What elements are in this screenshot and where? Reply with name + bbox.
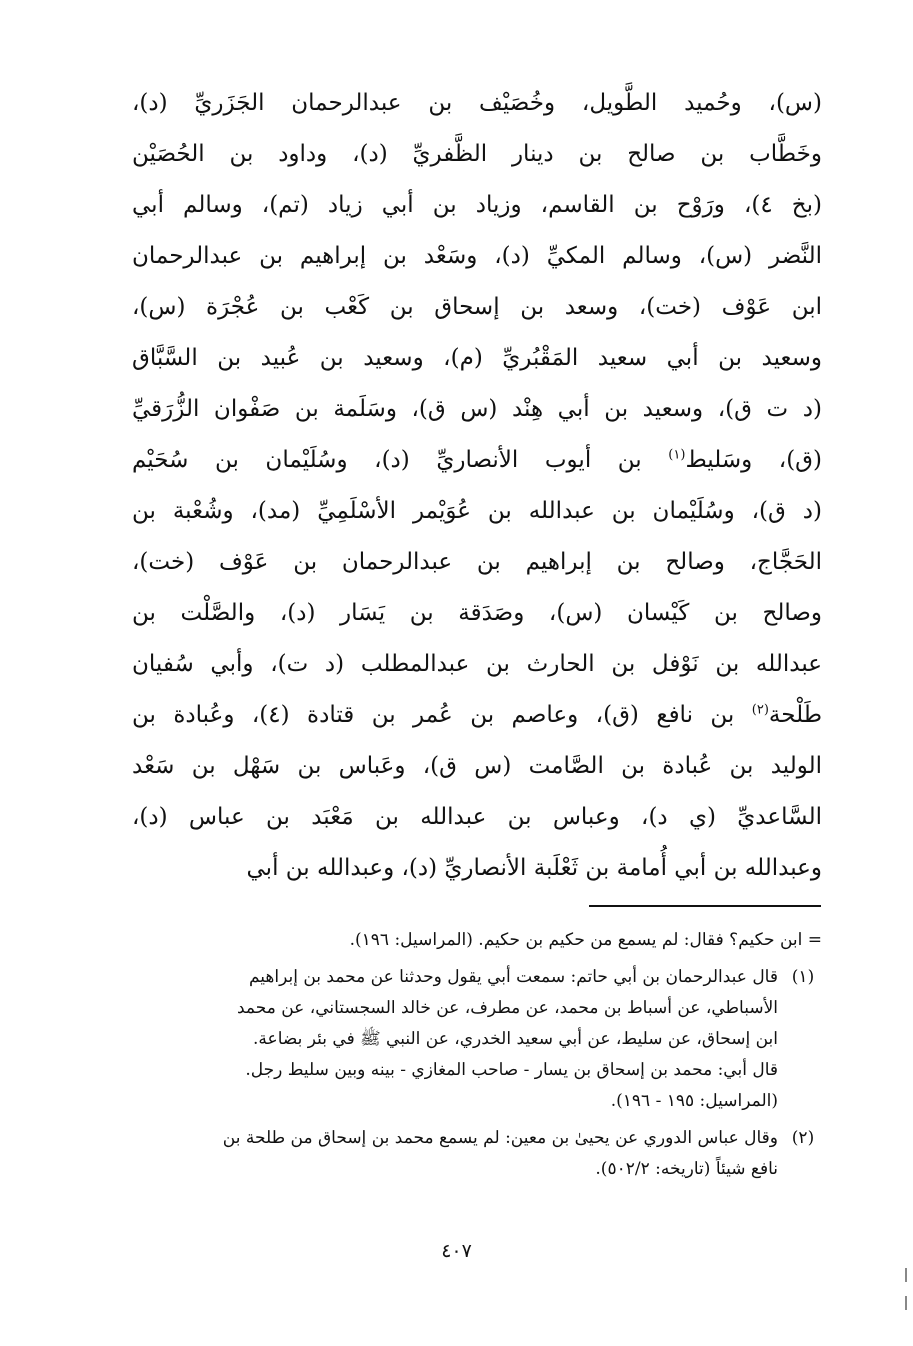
body-line: ابن عَوْف (خت)، وسعد بن إسحاق بن كَعْب بن عُجْرَة (س)، bbox=[132, 294, 822, 320]
body-line: الحَجَّاج، وصالح بن إبراهيم بن عبدالرحمان بن عَوْف (خت)، bbox=[132, 549, 822, 575]
footnote-line: قال أبي: محمد بن إسحاق بن يسار - صاحب المغازي - بينه وبين سليط رجل. bbox=[245, 1060, 778, 1080]
body-line: النَّضر (س)، وسالم المكيِّ (د)، وسَعْد بن إبراهيم بن عبدالرحمان bbox=[132, 243, 822, 269]
main-text-block bbox=[132, 78, 822, 894]
page-number: ٤٠٧ bbox=[441, 1240, 472, 1262]
footnote-separator bbox=[589, 905, 821, 907]
footnote-2 bbox=[122, 1123, 822, 1185]
body-line: طَلْحة$^{(٢)}$ بن نافع (ق)، وعاصم بن عُمر بن قتادة (٤)، وعُبادة بن bbox=[132, 702, 822, 728]
footnote-line: قال عبدالرحمان بن أبي حاتم: سمعت أبي يقول وحدثنا عن محمد بن إبراهيم bbox=[248, 967, 778, 987]
body-line: السَّاعديِّ (ي د)، وعباس بن عبدالله بن مَعْبَد بن عباس (د)، bbox=[132, 804, 822, 830]
body-line: (بخ ٤)، ورَوْح بن القاسم، وزياد بن أبي زياد (تم)، وسالم أبي bbox=[132, 192, 822, 218]
footnote-ref: (١) bbox=[668, 447, 686, 463]
body-line: (س)، وحُميد الطَّويل، وخُصَيْف بن عبدالرحمان الجَزَريِّ (د)، bbox=[132, 90, 822, 116]
footnote-continuation: = ابن حكيم؟ فقال: لم يسمع من حكيم بن حكيم. (المراسيل: ١٩٦). bbox=[349, 930, 822, 950]
body-line: (د ق)، وسُلَيْمان بن عبدالله بن عُوَيْمر الأسْلَمِيِّ (مد)، وشُعْبة بن bbox=[132, 498, 822, 524]
footnote-ref: (٢) bbox=[751, 702, 769, 718]
body-line: وصالح بن كَيْسان (س)، وصَدَقة بن يَسَار (د)، والصَّلْت بن bbox=[132, 600, 822, 626]
footnote-line: (المراسيل: ١٩٥ - ١٩٦). bbox=[610, 1091, 778, 1111]
body-line: (د ت ق)، وسعيد بن أبي هِنْد (س ق)، وسَلَمة بن صَفْوان الزُّرَقيِّ bbox=[132, 396, 822, 422]
footnote-line: نافع شيئاً (تاريخه: ٥٠٢/٢). bbox=[595, 1159, 778, 1179]
footnote-1 bbox=[122, 962, 822, 1117]
body-line: (ق)، وسَليط$^{(١)}$ بن أيوب الأنصاريِّ (د)، وسُلَيْمان بن سُحَيْم bbox=[132, 447, 822, 473]
scan-edge-mark bbox=[905, 1268, 907, 1282]
footnotes-block bbox=[122, 925, 822, 1185]
footnote-line: الأسباطي، عن أسباط بن محمد، عن مطرف، عن خالد السجستاني، عن محمد bbox=[237, 998, 778, 1018]
body-line: عبدالله بن نَوْفل بن الحارث بن عبدالمطلب (د ت)، وأبي سُفيان bbox=[132, 651, 822, 677]
body-line: وخَطَّاب بن صالح بن دينار الظَّفريِّ (د)، وداود بن الحُصَيْن bbox=[132, 141, 822, 167]
body-line: وسعيد بن أبي سعيد المَقْبُريِّ (م)، وسعيد بن عُبيد بن السَّبَّاق bbox=[132, 345, 822, 371]
footnote-line: وقال عباس الدوري عن يحيىٰ بن معين: لم يسمع محمد بن إسحاق من طلحة بن bbox=[222, 1128, 778, 1148]
scan-edge-mark bbox=[905, 1296, 907, 1310]
body-line: الوليد بن عُبادة بن الصَّامت (س ق)، وعَباس بن سَهْل بن سَعْد bbox=[132, 753, 822, 779]
footnote-line: ابن إسحاق، عن سليط، عن أبي سعيد الخدري، عن النبي ﷺ في بئر بضاعة. bbox=[253, 1029, 778, 1049]
body-line: وعبدالله بن أبي أُمامة بن ثَعْلَبة الأنصاريِّ (د)، وعبدالله بن أبي bbox=[246, 855, 822, 881]
footnote-marker: (٢) bbox=[791, 1128, 815, 1148]
footnote-marker: (١) bbox=[791, 967, 815, 987]
